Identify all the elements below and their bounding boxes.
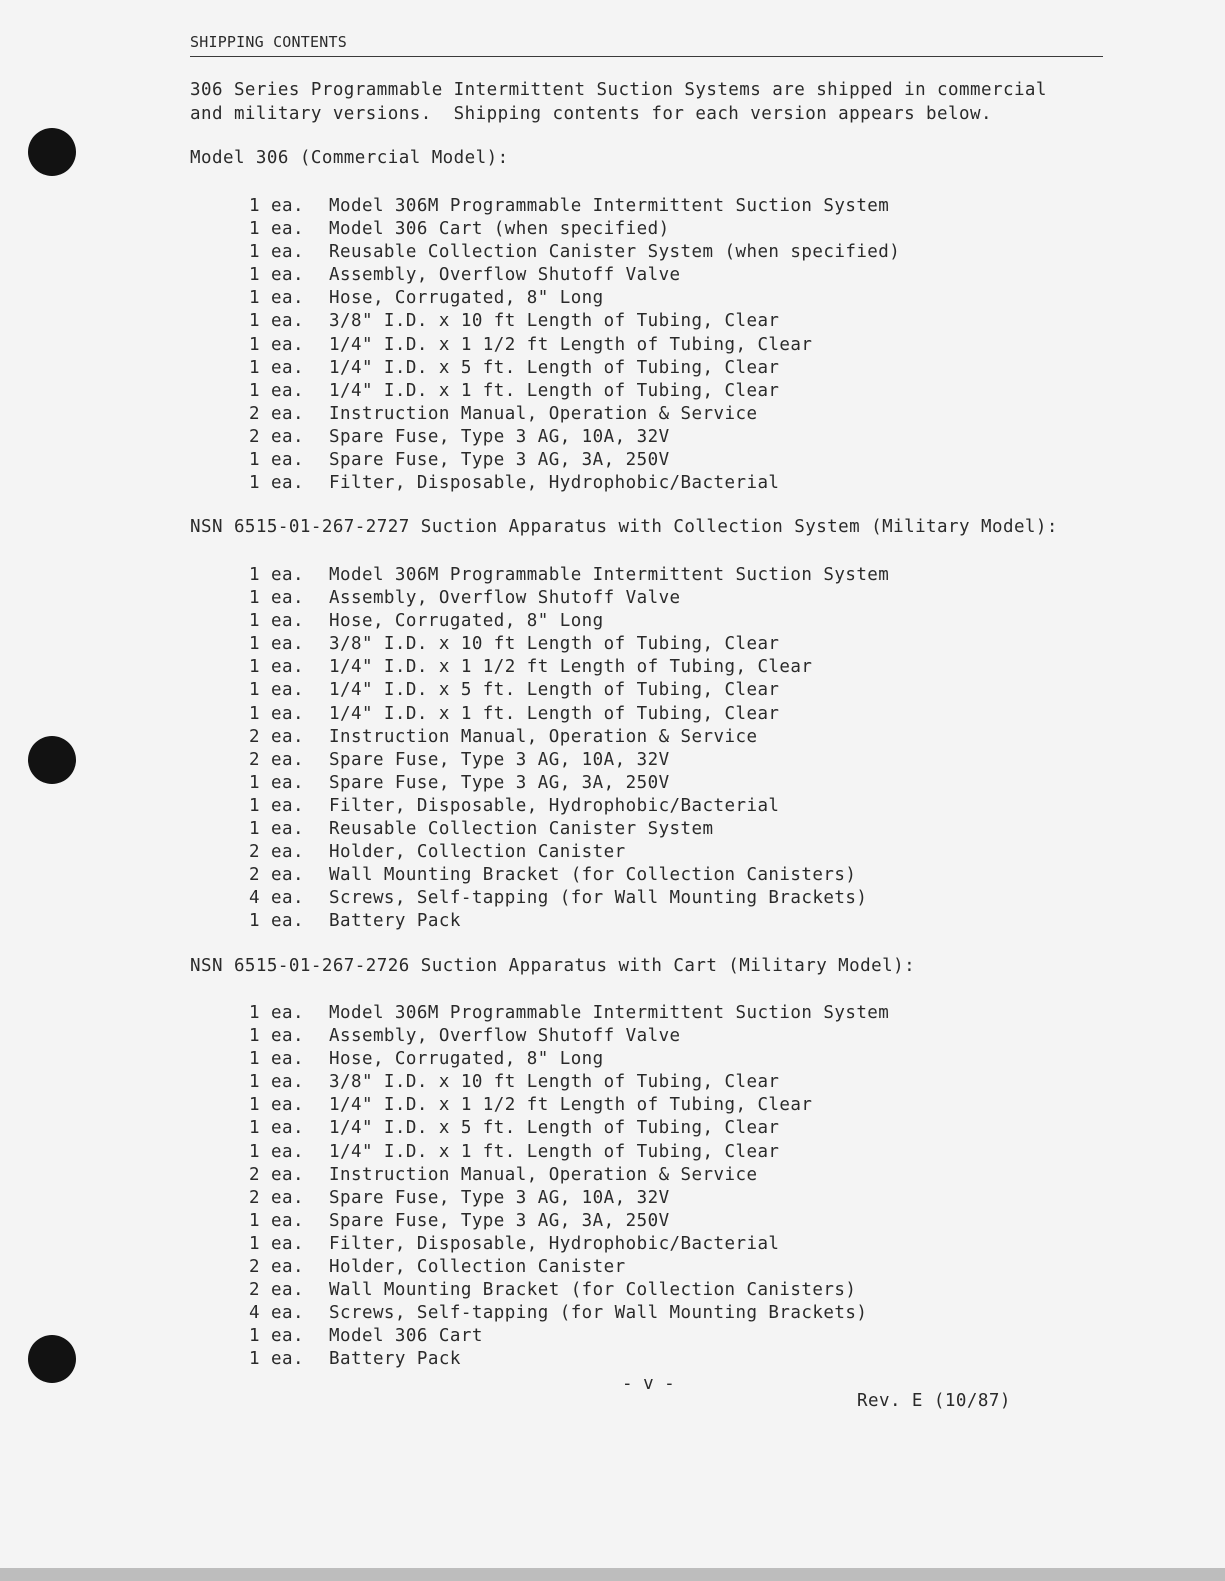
item-quantity: 1 ea.	[249, 1072, 304, 1093]
intro-line: and military versions. Shipping contents for each version appears below.	[190, 103, 992, 124]
item-description: Screws, Self-tapping (for Wall Mounting Brackets)	[329, 888, 868, 909]
item-quantity: 1 ea.	[249, 1118, 304, 1139]
item-description: Reusable Collection Canister System (when specified)	[329, 242, 901, 263]
item-description: Assembly, Overflow Shutoff Valve	[329, 588, 681, 609]
item-description: 1/4" I.D. x 5 ft. Length of Tubing, Clear	[329, 680, 780, 701]
item-description: Battery Pack	[329, 1349, 461, 1370]
list-item	[249, 1071, 889, 1094]
item-list-military-collection	[249, 564, 889, 934]
item-description: 1/4" I.D. x 5 ft. Length of Tubing, Clear	[329, 357, 780, 378]
item-quantity: 1 ea.	[249, 265, 304, 286]
item-quantity: 1 ea.	[249, 450, 304, 471]
item-description: Spare Fuse, Type 3 AG, 10A, 32V	[329, 426, 670, 447]
item-quantity: 1 ea.	[249, 1141, 304, 1162]
item-description: Model 306 Cart (when specified)	[329, 219, 670, 240]
list-item	[249, 749, 889, 772]
item-quantity: 1 ea.	[249, 1049, 304, 1070]
item-quantity: 1 ea.	[249, 219, 304, 240]
item-description: Model 306M Programmable Intermittent Suction System	[329, 1003, 890, 1023]
list-item	[249, 426, 900, 449]
item-description: Spare Fuse, Type 3 AG, 3A, 250V	[329, 1210, 670, 1231]
list-item	[249, 633, 889, 656]
list-item	[249, 610, 889, 633]
list-item	[249, 264, 900, 287]
list-item	[249, 1302, 889, 1325]
list-item	[249, 1325, 889, 1348]
item-description: Spare Fuse, Type 3 AG, 10A, 32V	[329, 1187, 670, 1208]
item-description: Filter, Disposable, Hydrophobic/Bacterial	[329, 1233, 780, 1254]
item-quantity: 1 ea.	[249, 196, 304, 216]
item-quantity: 1 ea.	[249, 1233, 304, 1254]
list-item	[249, 1233, 889, 1256]
item-description: Model 306M Programmable Intermittent Suction System	[329, 196, 890, 216]
item-quantity: 1 ea.	[249, 242, 304, 263]
list-item	[249, 195, 900, 218]
list-item	[249, 564, 889, 587]
item-quantity: 2 ea.	[249, 865, 304, 886]
list-item	[249, 910, 889, 933]
intro-line: 306 Series Programmable Intermittent Suction Systems are shipped in commercial	[190, 80, 1047, 100]
list-item	[249, 679, 889, 702]
list-item	[249, 1048, 889, 1071]
item-description: Instruction Manual, Operation & Service	[329, 403, 758, 424]
list-item	[249, 703, 889, 726]
list-item	[249, 656, 889, 679]
item-description: Screws, Self-tapping (for Wall Mounting Brackets)	[329, 1303, 868, 1324]
page-title: SHIPPING CONTENTS	[190, 33, 347, 51]
item-quantity: 1 ea.	[249, 772, 304, 793]
list-item	[249, 1187, 889, 1210]
item-quantity: 1 ea.	[249, 1349, 304, 1370]
item-description: Spare Fuse, Type 3 AG, 3A, 250V	[329, 772, 670, 793]
scan-bottom-edge	[0, 1568, 1225, 1581]
item-description: 1/4" I.D. x 1 1/2 ft Length of Tubing, Clear	[329, 334, 813, 355]
item-quantity: 4 ea.	[249, 1303, 304, 1324]
item-quantity: 4 ea.	[249, 888, 304, 909]
item-quantity: 1 ea.	[249, 634, 304, 655]
item-description: Assembly, Overflow Shutoff Valve	[329, 265, 681, 286]
item-description: Wall Mounting Bracket (for Collection Canisters)	[329, 865, 857, 886]
item-quantity: 2 ea.	[249, 726, 304, 747]
item-quantity: 1 ea.	[249, 1095, 304, 1116]
item-quantity: 1 ea.	[249, 588, 304, 609]
item-quantity: 2 ea.	[249, 1280, 304, 1301]
section-heading-commercial: Model 306 (Commercial Model):	[190, 148, 509, 168]
list-item	[249, 887, 889, 910]
item-description: Model 306M Programmable Intermittent Suction System	[329, 565, 890, 585]
punch-hole-top	[28, 128, 76, 176]
item-quantity: 1 ea.	[249, 795, 304, 816]
list-item	[249, 864, 889, 887]
item-quantity: 1 ea.	[249, 1326, 304, 1347]
list-item	[249, 1348, 889, 1371]
list-item	[249, 1141, 889, 1164]
item-quantity: 1 ea.	[249, 1003, 304, 1023]
list-item	[249, 818, 889, 841]
list-item	[249, 357, 900, 380]
section-heading-military-collection: NSN 6515-01-267-2727 Suction Apparatus with Collection System (Military Model):	[190, 517, 1058, 537]
item-quantity: 2 ea.	[249, 1187, 304, 1208]
item-list-commercial	[249, 195, 900, 495]
list-item	[249, 795, 889, 818]
item-description: Spare Fuse, Type 3 AG, 3A, 250V	[329, 450, 670, 471]
item-quantity: 1 ea.	[249, 311, 304, 332]
list-item	[249, 1002, 889, 1025]
item-description: 1/4" I.D. x 1 1/2 ft Length of Tubing, Clear	[329, 657, 813, 678]
item-description: 1/4" I.D. x 1 ft. Length of Tubing, Clear	[329, 380, 780, 401]
item-quantity: 1 ea.	[249, 703, 304, 724]
list-item	[249, 449, 900, 472]
item-description: Wall Mounting Bracket (for Collection Canisters)	[329, 1280, 857, 1301]
list-item	[249, 726, 889, 749]
item-description: Model 306 Cart	[329, 1326, 483, 1347]
item-description: Instruction Manual, Operation & Service	[329, 1164, 758, 1185]
list-item	[249, 1094, 889, 1117]
item-list-military-cart	[249, 1002, 889, 1372]
item-quantity: 2 ea.	[249, 842, 304, 863]
item-description: 3/8" I.D. x 10 ft Length of Tubing, Clear	[329, 634, 780, 655]
page-number: - v -	[622, 1374, 675, 1394]
item-description: Spare Fuse, Type 3 AG, 10A, 32V	[329, 749, 670, 770]
item-quantity: 1 ea.	[249, 334, 304, 355]
item-quantity: 1 ea.	[249, 657, 304, 678]
list-item	[249, 241, 900, 264]
list-item	[249, 587, 889, 610]
list-item	[249, 218, 900, 241]
item-quantity: 1 ea.	[249, 819, 304, 840]
item-quantity: 1 ea.	[249, 1210, 304, 1231]
item-description: Reusable Collection Canister System	[329, 819, 714, 840]
list-item	[249, 841, 889, 864]
intro-paragraph	[190, 79, 1047, 126]
item-quantity: 1 ea.	[249, 357, 304, 378]
list-item	[249, 1025, 889, 1048]
item-quantity: 1 ea.	[249, 473, 304, 494]
item-description: Assembly, Overflow Shutoff Valve	[329, 1026, 681, 1047]
item-description: Instruction Manual, Operation & Service	[329, 726, 758, 747]
item-description: 1/4" I.D. x 1 ft. Length of Tubing, Clear	[329, 703, 780, 724]
item-quantity: 1 ea.	[249, 911, 304, 932]
item-description: Hose, Corrugated, 8" Long	[329, 1049, 604, 1070]
list-item	[249, 334, 900, 357]
revision-label: Rev. E (10/87)	[857, 1391, 1011, 1411]
item-description: Hose, Corrugated, 8" Long	[329, 611, 604, 632]
item-description: Filter, Disposable, Hydrophobic/Bacterial	[329, 795, 780, 816]
list-item	[249, 403, 900, 426]
item-description: 3/8" I.D. x 10 ft Length of Tubing, Clear	[329, 1072, 780, 1093]
list-item	[249, 380, 900, 403]
list-item	[249, 1117, 889, 1140]
item-quantity: 2 ea.	[249, 403, 304, 424]
section-heading-military-cart: NSN 6515-01-267-2726 Suction Apparatus with Cart (Military Model):	[190, 956, 916, 976]
punch-hole-bottom	[28, 1335, 76, 1383]
list-item	[249, 772, 889, 795]
list-item	[249, 1164, 889, 1187]
punch-hole-middle	[28, 736, 76, 784]
item-quantity: 1 ea.	[249, 565, 304, 585]
list-item	[249, 1210, 889, 1233]
item-quantity: 2 ea.	[249, 426, 304, 447]
item-quantity: 1 ea.	[249, 611, 304, 632]
item-quantity: 1 ea.	[249, 380, 304, 401]
item-description: 1/4" I.D. x 1 1/2 ft Length of Tubing, Clear	[329, 1095, 813, 1116]
item-quantity: 1 ea.	[249, 288, 304, 309]
item-description: Hose, Corrugated, 8" Long	[329, 288, 604, 309]
item-description: 1/4" I.D. x 5 ft. Length of Tubing, Clear	[329, 1118, 780, 1139]
item-description: Filter, Disposable, Hydrophobic/Bacterial	[329, 473, 780, 494]
header-divider	[190, 56, 1103, 57]
item-quantity: 2 ea.	[249, 1257, 304, 1278]
item-description: Battery Pack	[329, 911, 461, 932]
list-item	[249, 1279, 889, 1302]
list-item	[249, 310, 900, 333]
item-quantity: 1 ea.	[249, 680, 304, 701]
item-description: 3/8" I.D. x 10 ft Length of Tubing, Clear	[329, 311, 780, 332]
item-description: Holder, Collection Canister	[329, 1257, 626, 1278]
list-item	[249, 1256, 889, 1279]
list-item	[249, 287, 900, 310]
item-description: 1/4" I.D. x 1 ft. Length of Tubing, Clear	[329, 1141, 780, 1162]
item-description: Holder, Collection Canister	[329, 842, 626, 863]
item-quantity: 2 ea.	[249, 749, 304, 770]
item-quantity: 1 ea.	[249, 1026, 304, 1047]
list-item	[249, 472, 900, 495]
item-quantity: 2 ea.	[249, 1164, 304, 1185]
